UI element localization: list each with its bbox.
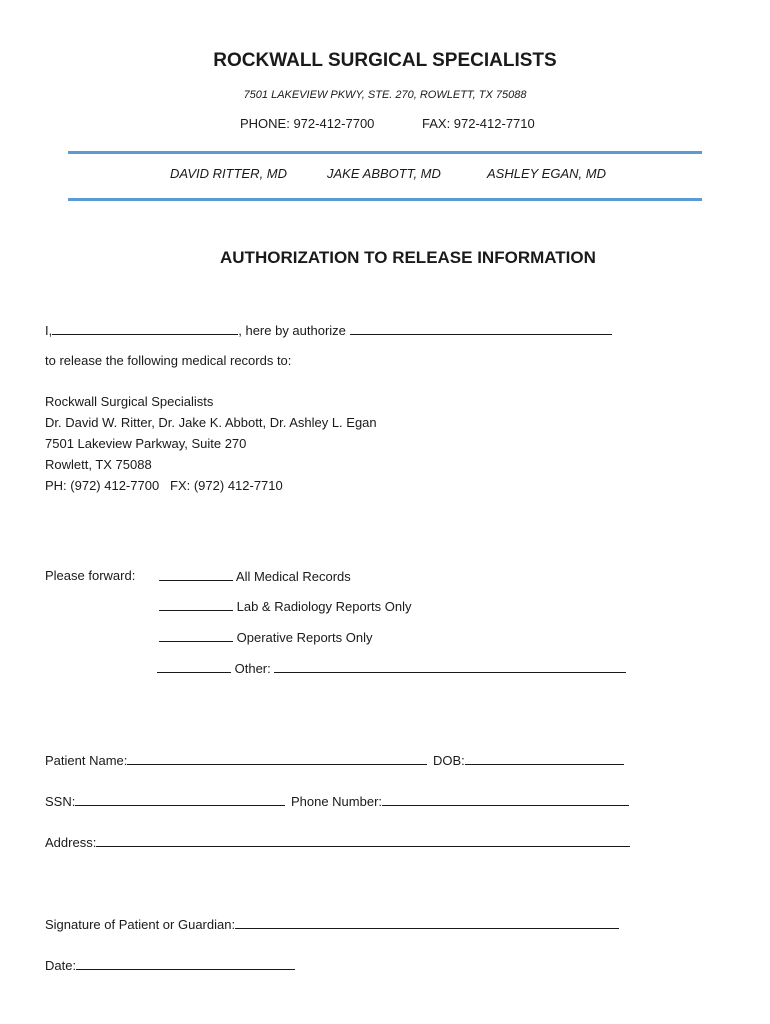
patient-name-row [45, 752, 624, 768]
ssn-row [45, 793, 629, 809]
date-row [45, 957, 295, 973]
forward-all-blank[interactable] [159, 568, 233, 581]
release-line: to release the following medical records to: [45, 353, 292, 368]
forward-other-field[interactable] [274, 660, 626, 673]
forward-option-lab [159, 598, 412, 614]
date-label: Date: [45, 958, 77, 973]
doctor-abbott: JAKE ABBOTT, MD [327, 166, 441, 181]
forward-option-all [159, 568, 351, 584]
address-label: Address: [45, 835, 97, 850]
forward-lab-label: Lab & Radiology Reports Only [236, 599, 412, 614]
forward-lab-blank[interactable] [159, 598, 233, 611]
practice-name: ROCKWALL SURGICAL SPECIALISTS [213, 50, 557, 71]
phone-number-label: Phone Number: [290, 794, 383, 809]
signature-field[interactable] [235, 916, 619, 929]
authorized-party-blank[interactable] [350, 322, 612, 335]
bottom-rule [68, 198, 702, 201]
practice-address: 7501 LAKEVIEW PKWY, STE. 270, ROWLETT, TX 75088 [243, 89, 527, 101]
forward-other-blank[interactable] [157, 660, 231, 673]
top-rule [68, 151, 702, 154]
forward-other-label: Other: [234, 661, 271, 676]
form-title: AUTHORIZATION TO RELEASE INFORMATION [220, 248, 596, 267]
recipient-street: 7501 Lakeview Parkway, Suite 270 [45, 436, 247, 451]
recipient-doctors: Dr. David W. Ritter, Dr. Jake K. Abbott, Dr. Ashley L. Egan [45, 415, 377, 430]
authorize-line [45, 322, 612, 338]
address-field[interactable] [96, 834, 630, 847]
recipient-phone-fax: PH: (972) 412-7700 FX: (972) 412-7710 [45, 478, 283, 493]
forward-all-label: All Medical Records [235, 569, 351, 584]
phone-number-field[interactable] [382, 793, 629, 806]
dob-label: DOB: [433, 753, 465, 768]
authorize-mid: , here by authorize [238, 323, 346, 338]
recipient-name: Rockwall Surgical Specialists [45, 394, 214, 409]
forward-label: Please forward: [45, 568, 136, 583]
forward-operative-label: Operative Reports Only [236, 630, 373, 645]
practice-fax: FAX: 972-412-7710 [422, 116, 535, 131]
recipient-city: Rowlett, TX 75088 [45, 457, 152, 472]
address-row [45, 834, 630, 850]
ssn-field[interactable] [75, 793, 285, 806]
recipient-block [45, 391, 377, 496]
authorize-prefix: I, [45, 323, 53, 338]
patient-name-field[interactable] [127, 752, 427, 765]
patient-name-blank[interactable] [52, 322, 238, 335]
date-field[interactable] [76, 957, 295, 970]
practice-phone: PHONE: 972-412-7700 [240, 116, 375, 131]
forward-operative-blank[interactable] [159, 629, 233, 642]
doctor-ritter: DAVID RITTER, MD [170, 166, 288, 181]
signature-row [45, 916, 619, 932]
ssn-label: SSN: [45, 794, 76, 809]
doctor-egan: ASHLEY EGAN, MD [487, 166, 606, 181]
signature-label: Signature of Patient or Guardian: [45, 917, 236, 932]
dob-field[interactable] [465, 752, 624, 765]
forward-option-operative [159, 629, 372, 645]
forward-option-other [157, 660, 626, 676]
patient-name-label: Patient Name: [45, 753, 128, 768]
